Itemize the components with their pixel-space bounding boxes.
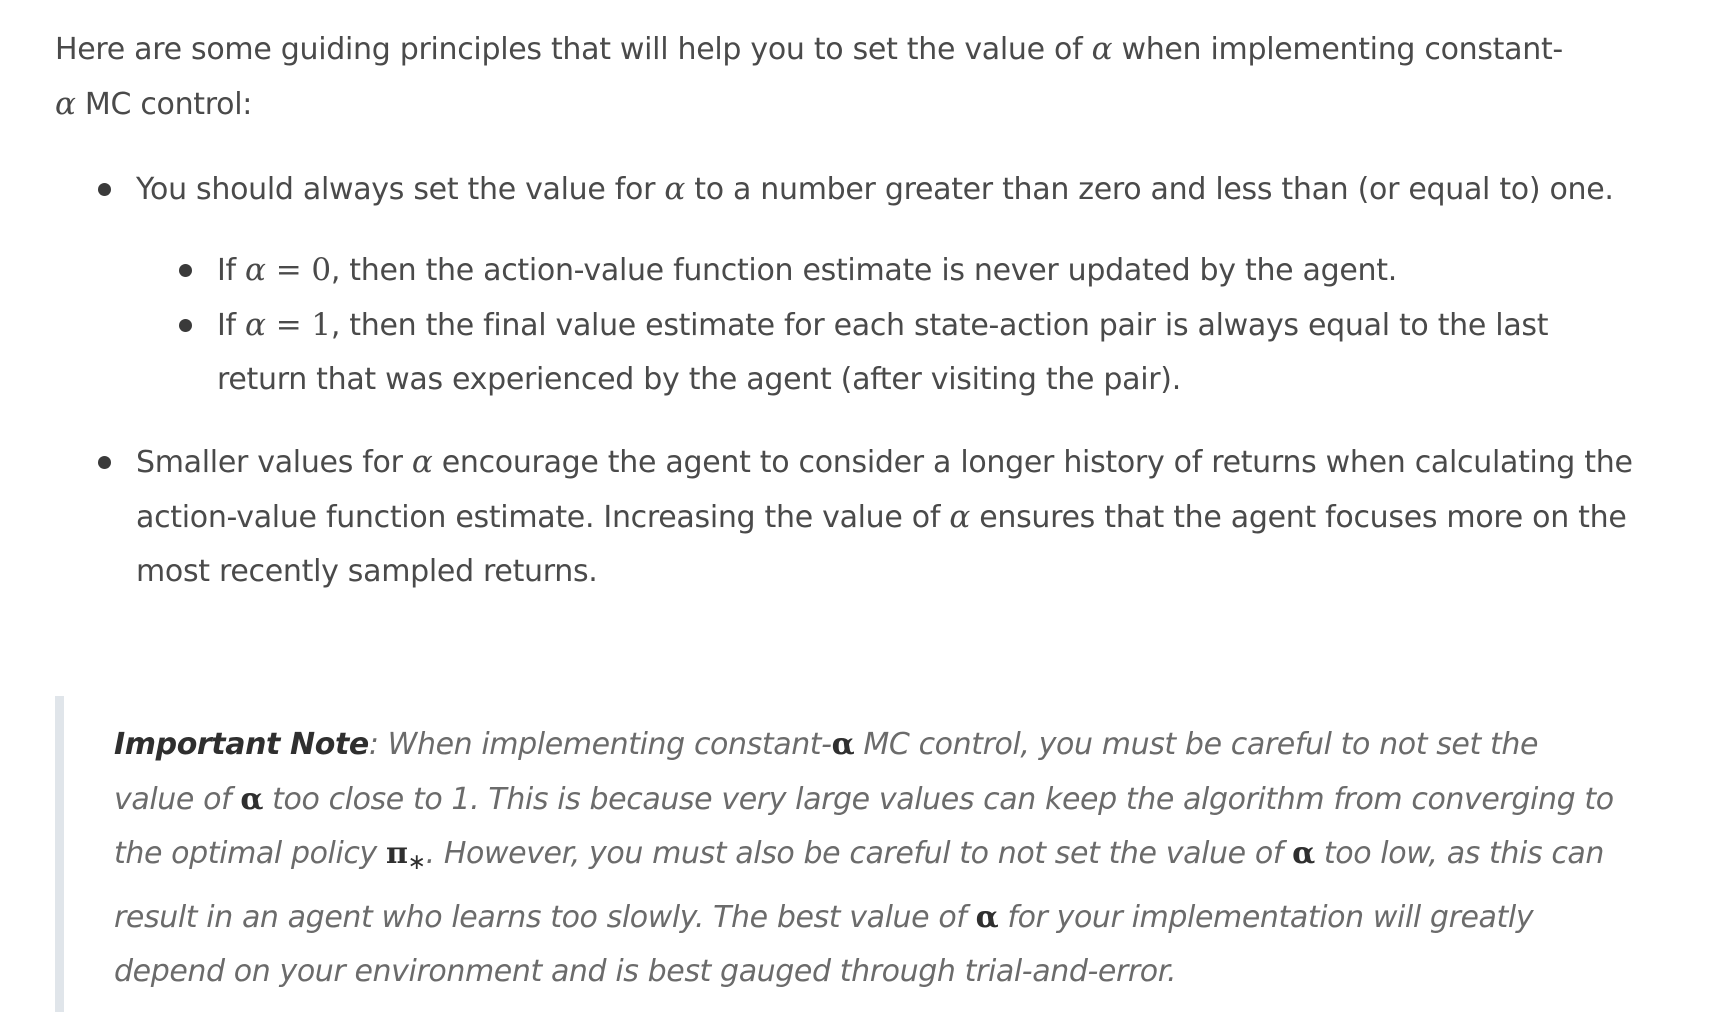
bullet-text-1: You should always set the value for xyxy=(136,172,665,207)
alpha-symbol: α xyxy=(240,781,264,817)
intro-paragraph xyxy=(55,22,1615,132)
intro-text-1: Here are some guiding principles that will help you to set the value of xyxy=(55,32,1092,67)
sub-list xyxy=(136,243,1666,407)
note-text: : When implementing constant- xyxy=(368,727,832,762)
pi-subscript: ∗ xyxy=(407,850,426,875)
bullet-text-2: to a number greater than zero and less than (or equal to) one. xyxy=(685,172,1614,207)
sub-prefix: If xyxy=(217,308,246,343)
intro-text-3: MC control: xyxy=(75,87,253,122)
alpha-symbol: α xyxy=(1292,836,1315,871)
sub-prefix: If xyxy=(217,253,246,288)
sub-rest: , then the final value estimate for each state-action pair is always equal to the last return that was experienced by the agent (after visiting the pair). xyxy=(217,308,1549,397)
note-text: too low, as this can result in an agent who learns too slowly. The best value of xyxy=(114,836,1605,935)
alpha-symbol: α xyxy=(245,252,266,288)
intro-text-2: when implementing constant- xyxy=(1112,32,1563,67)
alpha-symbol: α xyxy=(975,899,999,935)
principles-list xyxy=(55,162,1716,599)
equals-symbol: = xyxy=(275,307,302,343)
alpha-symbol: α xyxy=(411,444,433,480)
note-text: . However, you must also be careful to not set the value of xyxy=(425,836,1293,871)
alpha-symbol: α xyxy=(949,499,970,535)
note-label: Important Note xyxy=(114,727,369,762)
alpha-symbol: α xyxy=(664,171,685,207)
alpha-symbol: α xyxy=(1091,31,1113,67)
number-one: 1 xyxy=(311,307,331,343)
number-zero: 0 xyxy=(311,252,331,288)
note-text: MC control, you must be careful to not set the value of xyxy=(114,727,1539,817)
alpha-symbol: α xyxy=(831,727,855,762)
sub-list-item xyxy=(136,298,1597,407)
alpha-symbol: α xyxy=(245,307,266,343)
important-note-blockquote xyxy=(55,696,1615,1012)
sub-list-item xyxy=(136,243,1597,298)
note-text: for your implementation will greatly depend on your environment and is best gauged through trial-and-error. xyxy=(114,899,1534,989)
bullet-text-3: ensures that the agent focuses more on the most recently sampled returns. xyxy=(136,500,1627,589)
bullet-dot xyxy=(179,319,192,332)
alpha-symbol: α xyxy=(55,86,76,122)
bullet-text-1: Smaller values for xyxy=(136,445,412,480)
bullet-dot xyxy=(179,264,192,277)
bullet-text-2: encourage the agent to consider a longer history of returns when calculating the action-value function estimate. Increasing the value of xyxy=(136,445,1633,535)
pi-symbol: π xyxy=(386,836,408,871)
bullet-dot xyxy=(98,183,111,196)
list-item xyxy=(55,435,1666,599)
list-item xyxy=(55,162,1666,407)
note-text: too close to 1. This is because very large values can keep the algorithm from converging to the optimal policy xyxy=(114,781,1614,871)
sub-rest: , then the action-value function estimate is never updated by the agent. xyxy=(330,253,1397,288)
bullet-dot xyxy=(98,456,111,469)
equals-symbol: = xyxy=(275,252,302,288)
